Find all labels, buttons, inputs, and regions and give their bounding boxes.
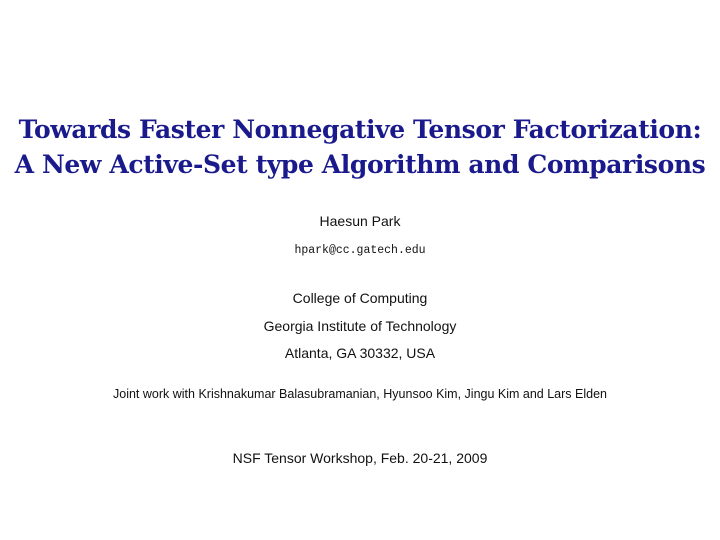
author-email: hpark@cc.gatech.edu [294,244,426,257]
affiliation-location: Atlanta, GA 30332, USA [284,345,436,361]
title-line-2: A New Active-Set type Algorithm and Comparisons [14,150,706,179]
event-info: NSF Tensor Workshop, Feb. 20-21, 2009 [232,450,488,466]
collaborators-note: Joint work with Krishnakumar Balasubramanian, Hyunsoo Kim, Jingu Kim and Lars Elden [113,387,607,401]
slide-title [0,112,720,182]
title-line-1: Towards Faster Nonnegative Tensor Factorization: [18,115,702,144]
affiliation-college: College of Computing [292,290,428,306]
author-name: Haesun Park [319,213,401,229]
affiliation-institute: Georgia Institute of Technology [263,318,457,334]
